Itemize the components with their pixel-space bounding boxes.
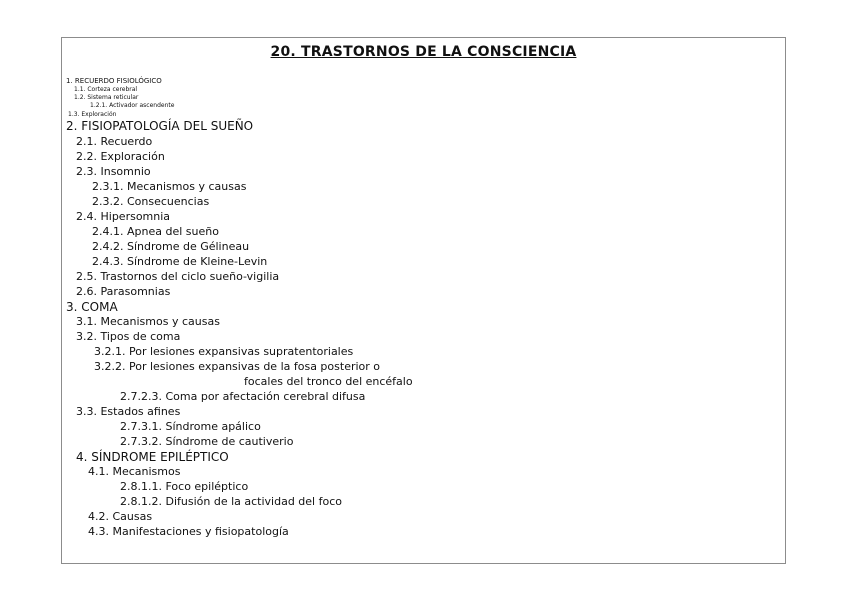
toc-item: 3. COMA bbox=[66, 300, 118, 314]
toc-item: 2.7.3.2. Síndrome de cautiverio bbox=[120, 435, 294, 448]
toc-item: 3.2. Tipos de coma bbox=[76, 330, 181, 343]
toc-item: 4. SÍNDROME EPILÉPTICO bbox=[76, 450, 229, 464]
toc-item: 2.5. Trastornos del ciclo sueño-vigilia bbox=[76, 270, 280, 283]
toc-item: 2.4. Hipersomnia bbox=[76, 210, 171, 223]
toc-item: 3.2.1. Por lesiones expansivas supratentoriales bbox=[94, 345, 354, 358]
toc-item: 2.3.1. Mecanismos y causas bbox=[92, 180, 247, 193]
toc-item: 2.4.1. Apnea del sueño bbox=[92, 225, 219, 238]
toc-item: 2.2. Exploración bbox=[76, 150, 165, 163]
toc-item: 2.4.3. Síndrome de Kleine-Levin bbox=[92, 255, 268, 268]
toc-item: 1. RECUERDO FISIOLÓGICO bbox=[66, 77, 162, 85]
toc-item: 1.2.1. Activador ascendente bbox=[90, 102, 175, 109]
toc-item: 3.1. Mecanismos y causas bbox=[76, 315, 220, 328]
toc-item: 2.3.2. Consecuencias bbox=[92, 195, 210, 208]
toc-item: 1.1. Corteza cerebral bbox=[74, 86, 138, 93]
toc-item: 2.1. Recuerdo bbox=[76, 135, 153, 148]
toc-item: 2. FISIOPATOLOGÍA DEL SUEÑO bbox=[66, 119, 254, 133]
toc-item: 2.4.2. Síndrome de Gélineau bbox=[92, 240, 250, 253]
toc-item: 4.3. Manifestaciones y fisiopatología bbox=[88, 525, 289, 538]
toc-item: 2.3. Insomnio bbox=[76, 165, 151, 178]
toc-item: 2.6. Parasomnias bbox=[76, 285, 171, 298]
toc-item: 1.3. Exploración bbox=[68, 111, 117, 118]
document-title: 20. TRASTORNOS DE LA CONSCIENCIA bbox=[270, 44, 577, 60]
toc-item: 3.2.2. Por lesiones expansivas de la fosa posterior o bbox=[94, 360, 381, 373]
toc-item: 2.7.2.3. Coma por afectación cerebral difusa bbox=[120, 390, 366, 403]
toc-item: 2.8.1.2. Difusión de la actividad del foco bbox=[120, 495, 342, 508]
document-frame bbox=[61, 37, 786, 564]
toc-item: 2.7.3.1. Síndrome apálico bbox=[120, 420, 261, 433]
toc-item: focales del tronco del encéfalo bbox=[244, 375, 413, 388]
toc-item: 2.8.1.1. Foco epiléptico bbox=[120, 480, 249, 493]
toc-item: 3.3. Estados afines bbox=[76, 405, 181, 418]
toc-item: 4.1. Mecanismos bbox=[88, 465, 181, 478]
toc-item: 1.2. Sistema reticular bbox=[74, 94, 139, 101]
toc-item: 4.2. Causas bbox=[88, 510, 153, 523]
